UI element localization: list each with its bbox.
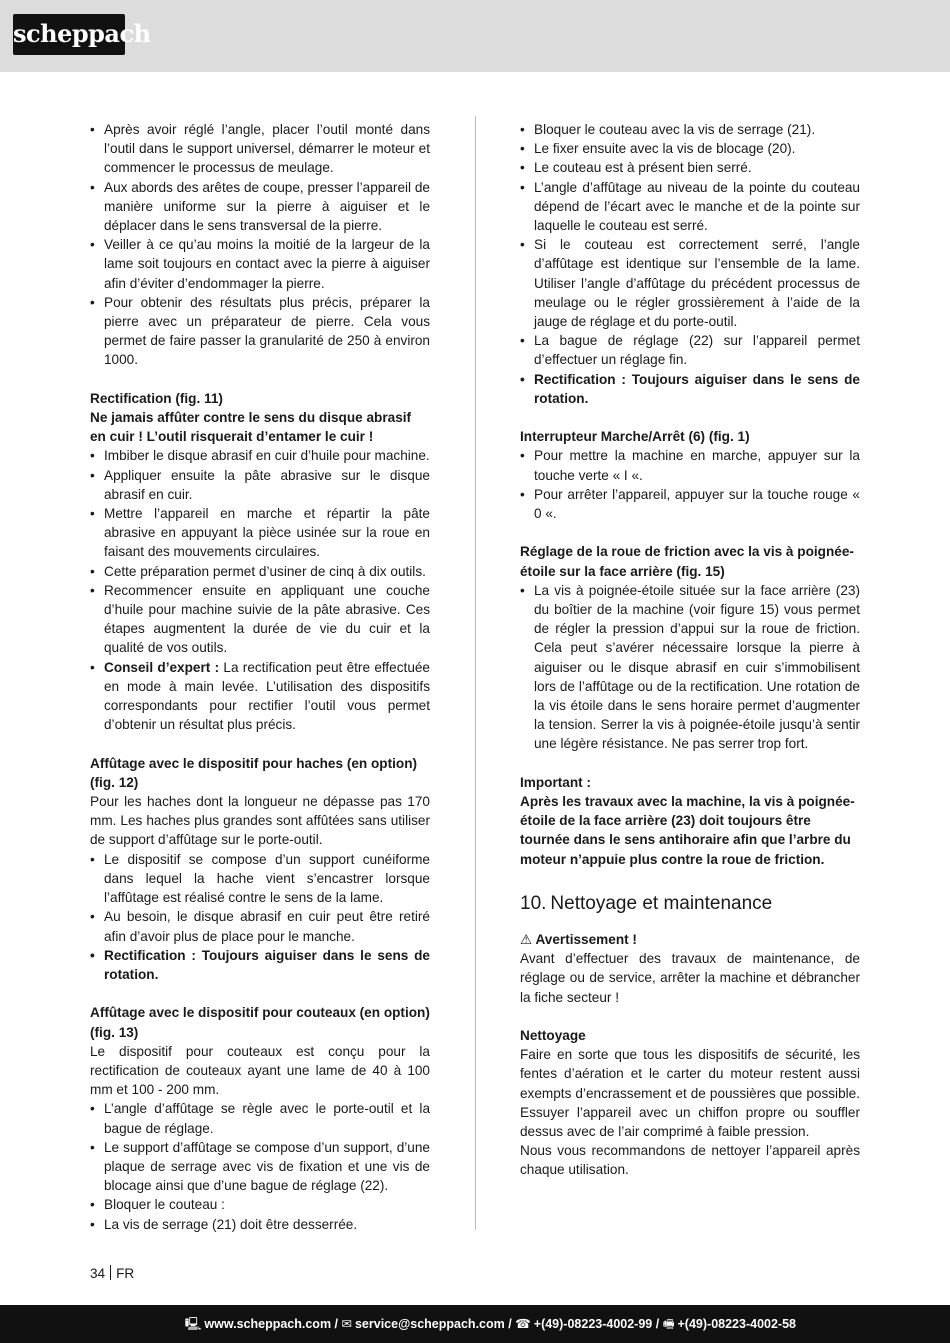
- list-item: • Bloquer le couteau avec la vis de serrage (21).: [520, 120, 860, 139]
- section-number: 10.: [520, 893, 547, 915]
- couteaux-heading: Affûtage avec le dispositif pour couteaux (en option) (fig. 13): [90, 1005, 430, 1040]
- list-item: • Veiller à ce qu’au moins la moitié de la largeur de la lame soit toujours en contact avec la pierre à aiguiser afin d’éviter d’endommager la pierre.: [90, 235, 430, 293]
- section-title-text: Nettoyage et maintenance: [550, 893, 773, 915]
- list-item: • Rectification : Toujours aiguiser dans le sens de rotation.: [520, 370, 860, 408]
- list-item: • Le fixer ensuite avec la vis de blocage (20).: [520, 139, 860, 158]
- list-item: • Aux abords des arêtes de coupe, presser l’appareil de manière uniforme sur la pierre à aiguiser et le déplacer dans le sens transversal de la pierre.: [90, 178, 430, 236]
- section-title: [520, 892, 860, 916]
- top-bullet-list: [520, 120, 860, 408]
- list-item: • Pour arrêter l’appareil, appuyer sur la touche rouge « 0 «.: [520, 485, 860, 523]
- list-item: • La bague de réglage (22) sur l’appareil permet d’effectuer un réglage fin.: [520, 331, 860, 369]
- expert-tip-label: Conseil d’expert :: [104, 659, 220, 675]
- interrupteur-heading: Interrupteur Marche/Arrêt (6) (fig. 1): [520, 429, 750, 445]
- computer-icon: 🖳: [184, 1317, 202, 1331]
- important-text: Après les travaux avec la machine, la vis à poignée-étoile de la face arrière (23) doit toujours être tournée dans le sens antihoraire afin que l’arbre du moteur n’appuie plus contre la roue de friction.: [520, 794, 855, 867]
- list-item: • Imbiber le disque abrasif en cuir d’huile pour machine.: [90, 446, 430, 465]
- right-column: [520, 120, 860, 1180]
- page-number: 34: [90, 1266, 106, 1281]
- list-item: • L’angle d’affûtage au niveau de la pointe du couteau dépend de l’écart avec le manche et de la pointe sur laquelle le couteau est serré.: [520, 178, 860, 236]
- warning-icon: ⚠: [520, 932, 533, 948]
- list-item: • Au besoin, le disque abrasif en cuir peut être retiré afin d’avoir plus de place pour le manche.: [90, 907, 430, 945]
- header-band: [0, 0, 950, 72]
- expert-tip-text: La rectification peut être effectuée en mode à main levée. L’utilisation des dispositifs correspondants pour rectifier l’outil vous permet d’obtenir un résultat plus précis.: [104, 659, 430, 733]
- expert-tip: [90, 658, 430, 735]
- left-column: [90, 120, 430, 1234]
- list-item: • Bloquer le couteau :: [90, 1195, 430, 1214]
- interrupteur-bullet-list: [520, 446, 860, 523]
- nettoyage-heading: Nettoyage: [520, 1028, 586, 1044]
- fax-icon: 🖷: [662, 1317, 675, 1331]
- nettoyage-text: Faire en sorte que tous les dispositifs de sécurité, les fentes d’aération et le carter du moteur restent aussi exempts d’encrassement et de poussières que possible. Essuyer l’appareil avec un chiffon propre ou souffler dessus avec de l’air comprimé à faible pression.: [520, 1047, 860, 1140]
- column-divider: [475, 116, 476, 1230]
- list-item: • Recommencer ensuite en appliquant une couche d’huile pour machine suivie de la pâte abrasive. Ces étapes augmentent la durée de vie du cuir et la qualité de vos outils.: [90, 581, 430, 658]
- list-item: • Pour mettre la machine en marche, appuyer sur la touche verte « I «.: [520, 446, 860, 484]
- phone-number: +(49)-08223-4002-99 /: [533, 1317, 660, 1331]
- haches-text: Pour les haches dont la longueur ne dépasse pas 170 mm. Les haches plus grandes sont affûtées sans utiliser de support d’affûtage sur le porte-outil.: [90, 794, 430, 848]
- list-item: • La vis de serrage (21) doit être desserrée.: [90, 1215, 430, 1234]
- important-label: Important :: [520, 774, 591, 790]
- rectification-bullet-list: [90, 446, 430, 734]
- contact-footer: [0, 1305, 950, 1343]
- list-item: • Appliquer ensuite la pâte abrasive sur le disque abrasif en cuir.: [90, 466, 430, 504]
- warning-heading: [520, 930, 860, 949]
- friction-bullet-list: [520, 581, 860, 754]
- page-number-block: [90, 1265, 134, 1283]
- email-icon: ✉: [341, 1317, 352, 1331]
- page-number-separator: [110, 1265, 111, 1280]
- list-item: • Pour obtenir des résultats plus précis, préparer la pierre avec un préparateur de pierre. Cela vous permet de faire passer la granularité de 250 à environ 1000.: [90, 293, 430, 370]
- list-item: • Après avoir réglé l’angle, placer l’outil monté dans l’outil dans le support universel, démarrer le moteur et commencer le processus de meulage.: [90, 120, 430, 178]
- list-item: • La vis à poignée-étoile située sur la face arrière (23) du boîtier de la machine (voir figure 15) vous permet de régler la pression d’appui sur la roue de friction. Cela peut s’avérer nécessaire lorsque la pierre à aiguiser ou le disque abrasif en cuir s’immobilisent lors de l’affûtage ou de la rectification. Une rotation de la vis étoile dans le sens horaire permet d’augmenter la tension. Serrer la vis à poignée-étoile jusqu’à sentir une légère résistance. Ne pas serrer trop fort.: [520, 581, 860, 754]
- email-link[interactable]: service@scheppach.com /: [354, 1317, 512, 1331]
- rectification-warning: Ne jamais affûter contre le sens du disque abrasif en cuir ! L’outil risquerait d’entamer le cuir !: [90, 410, 412, 445]
- phone-icon: ☎: [515, 1317, 531, 1331]
- page-language: FR: [116, 1266, 135, 1281]
- list-item: • L’angle d’affûtage se règle avec le porte-outil et la bague de réglage.: [90, 1099, 430, 1137]
- list-item: • Le couteau est à présent bien serré.: [520, 158, 860, 177]
- rectification-heading: Rectification (fig. 11): [90, 390, 223, 406]
- list-item: • Cette préparation permet d’usiner de cinq à dix outils.: [90, 562, 430, 581]
- friction-heading: Réglage de la roue de friction avec la vis à poignée-étoile sur la face arrière (fig. 15): [520, 544, 854, 579]
- nettoyage-recommendation: Nous vous recommandons de nettoyer l’appareil après chaque utilisation.: [520, 1143, 860, 1178]
- warning-text: Avant d’effectuer des travaux de maintenance, de réglage ou de service, arrêter la machine et débrancher la fiche secteur !: [520, 951, 860, 1005]
- scheppach-logo: scheppach: [13, 14, 125, 55]
- list-item: • Si le couteau est correctement serré, l’angle d’affûtage est identique sur l’ensemble de la lame. Utiliser l’angle d’affûtage du précédent processus de meulage ou le régler grossièrement à l’aide de la jauge de réglage et du porte-outil.: [520, 235, 860, 331]
- couteaux-bullet-list: [90, 1099, 430, 1233]
- list-item: • Rectification : Toujours aiguiser dans le sens de rotation.: [90, 946, 430, 984]
- list-item: • Le dispositif se compose d’un support cunéiforme dans lequel la hache vient s’encastrer lorsque l’affûtage est réalisé contre le sens de la lame.: [90, 850, 430, 908]
- fax-number: +(49)-08223-4002-58: [677, 1317, 796, 1331]
- list-item: • Mettre l’appareil en marche et répartir la pâte abrasive en appuyant la pièce usinée sur la roue en faisant des mouvements circulaires.: [90, 504, 430, 562]
- contact-line: [185, 1305, 796, 1343]
- haches-heading: Affûtage avec le dispositif pour haches (en option) (fig. 12): [90, 755, 418, 790]
- warning-label: Avertissement !: [535, 932, 637, 948]
- haches-bullet-list: [90, 850, 430, 984]
- website-link[interactable]: www.scheppach.com /: [204, 1317, 339, 1331]
- intro-bullet-list: [90, 120, 430, 370]
- couteaux-text: Le dispositif pour couteaux est conçu pour la rectification de couteaux ayant une lame de 40 à 100 mm et 100 - 200 mm.: [90, 1043, 430, 1098]
- list-item: • Le support d’affûtage se compose d’un support, d’une plaque de serrage avec vis de fixation et une vis de blocage ainsi que d’une bague de réglage (22).: [90, 1138, 430, 1196]
